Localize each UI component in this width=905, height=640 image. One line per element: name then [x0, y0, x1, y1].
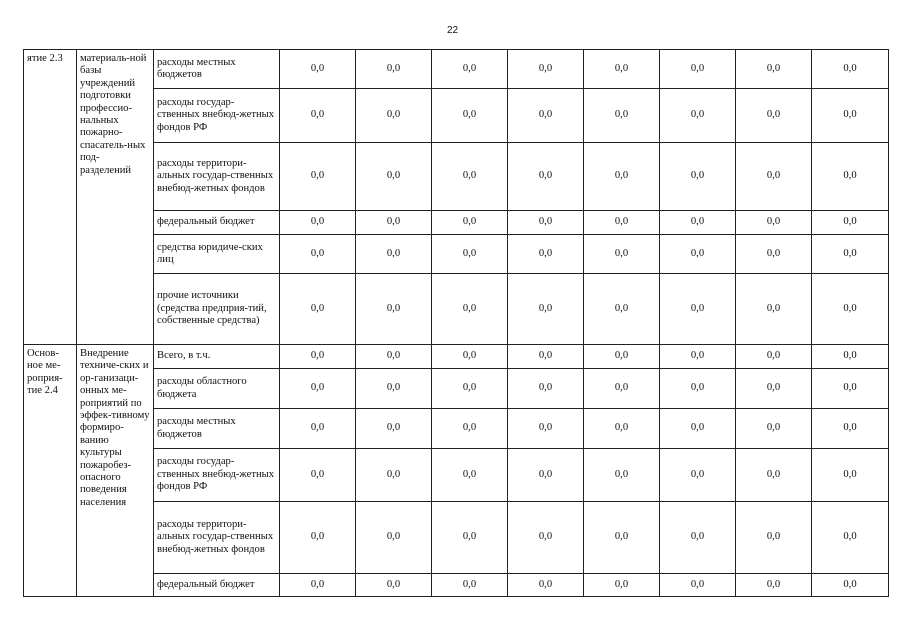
value-cell: 0,0 — [280, 211, 356, 235]
value-cell: 0,0 — [508, 274, 584, 345]
value-cell: 0,0 — [736, 345, 812, 369]
value-cell: 0,0 — [280, 50, 356, 89]
value-cell: 0,0 — [584, 89, 660, 143]
value-cell: 0,0 — [280, 502, 356, 574]
value-cell: 0,0 — [584, 235, 660, 274]
value-cell: 0,0 — [508, 235, 584, 274]
value-cell: 0,0 — [356, 574, 432, 597]
funding-source-cell: расходы территори-альных государ-ственных внебюд-жетных фондов — [154, 143, 280, 211]
value-cell: 0,0 — [432, 50, 508, 89]
table-row — [24, 274, 889, 345]
value-cell: 0,0 — [508, 502, 584, 574]
funding-source-cell: федеральный бюджет — [154, 211, 280, 235]
funding-source-cell: расходы государ-ственных внебюд-жетных фондов РФ — [154, 89, 280, 143]
value-cell: 0,0 — [660, 449, 736, 502]
funding-source-cell: Всего, в т.ч. — [154, 345, 280, 369]
value-cell: 0,0 — [584, 345, 660, 369]
table-row — [24, 449, 889, 502]
table-row — [24, 89, 889, 143]
value-cell: 0,0 — [812, 211, 889, 235]
value-cell: 0,0 — [584, 143, 660, 211]
funding-source-cell: федеральный бюджет — [154, 574, 280, 597]
value-cell: 0,0 — [660, 89, 736, 143]
value-cell: 0,0 — [584, 409, 660, 449]
value-cell: 0,0 — [812, 502, 889, 574]
funding-source-cell: расходы государ-ственных внебюд-жетных фондов РФ — [154, 449, 280, 502]
value-cell: 0,0 — [356, 235, 432, 274]
value-cell: 0,0 — [736, 89, 812, 143]
value-cell: 0,0 — [660, 502, 736, 574]
value-cell: 0,0 — [812, 274, 889, 345]
value-cell: 0,0 — [356, 409, 432, 449]
value-cell: 0,0 — [280, 449, 356, 502]
table-row — [24, 50, 889, 89]
value-cell: 0,0 — [660, 274, 736, 345]
value-cell: 0,0 — [432, 449, 508, 502]
value-cell: 0,0 — [584, 50, 660, 89]
funding-source-cell: расходы областного бюджета — [154, 369, 280, 409]
value-cell: 0,0 — [432, 274, 508, 345]
value-cell: 0,0 — [508, 211, 584, 235]
table-row — [24, 369, 889, 409]
value-cell: 0,0 — [584, 574, 660, 597]
value-cell: 0,0 — [356, 211, 432, 235]
value-cell: 0,0 — [356, 89, 432, 143]
value-cell: 0,0 — [432, 345, 508, 369]
value-cell: 0,0 — [280, 345, 356, 369]
value-cell: 0,0 — [356, 449, 432, 502]
value-cell: 0,0 — [812, 574, 889, 597]
value-cell: 0,0 — [508, 50, 584, 89]
value-cell: 0,0 — [736, 502, 812, 574]
value-cell: 0,0 — [736, 369, 812, 409]
table-row — [24, 143, 889, 211]
value-cell: 0,0 — [508, 409, 584, 449]
table-row — [24, 345, 889, 369]
value-cell: 0,0 — [356, 345, 432, 369]
value-cell: 0,0 — [432, 211, 508, 235]
value-cell: 0,0 — [508, 345, 584, 369]
value-cell: 0,0 — [280, 143, 356, 211]
value-cell: 0,0 — [812, 89, 889, 143]
funding-source-cell: средства юридиче-ских лиц — [154, 235, 280, 274]
funding-table — [23, 49, 889, 597]
table-body — [24, 50, 889, 597]
value-cell: 0,0 — [660, 211, 736, 235]
value-cell: 0,0 — [356, 502, 432, 574]
value-cell: 0,0 — [584, 274, 660, 345]
activity-id-cell: ятие 2.3 — [24, 50, 77, 345]
value-cell: 0,0 — [280, 235, 356, 274]
value-cell: 0,0 — [812, 409, 889, 449]
value-cell: 0,0 — [280, 369, 356, 409]
value-cell: 0,0 — [736, 449, 812, 502]
value-cell: 0,0 — [280, 274, 356, 345]
value-cell: 0,0 — [736, 574, 812, 597]
value-cell: 0,0 — [812, 235, 889, 274]
value-cell: 0,0 — [508, 89, 584, 143]
value-cell: 0,0 — [584, 449, 660, 502]
value-cell: 0,0 — [660, 369, 736, 409]
funding-source-cell: расходы территори-альных государ-ственных внебюд-жетных фондов — [154, 502, 280, 574]
value-cell: 0,0 — [812, 449, 889, 502]
value-cell: 0,0 — [356, 274, 432, 345]
value-cell: 0,0 — [660, 574, 736, 597]
funding-source-cell: прочие источники (средства предприя-тий, собственные средства) — [154, 274, 280, 345]
value-cell: 0,0 — [356, 50, 432, 89]
value-cell: 0,0 — [280, 409, 356, 449]
value-cell: 0,0 — [736, 50, 812, 89]
funding-source-cell: расходы местных бюджетов — [154, 50, 280, 89]
value-cell: 0,0 — [432, 574, 508, 597]
value-cell: 0,0 — [508, 574, 584, 597]
value-cell: 0,0 — [660, 409, 736, 449]
activity-id-cell: Основ-ное ме-роприя-тие 2.4 — [24, 345, 77, 597]
value-cell: 0,0 — [812, 345, 889, 369]
value-cell: 0,0 — [432, 235, 508, 274]
table-row — [24, 211, 889, 235]
value-cell: 0,0 — [736, 143, 812, 211]
value-cell: 0,0 — [660, 50, 736, 89]
value-cell: 0,0 — [356, 143, 432, 211]
activity-name-cell: материаль-ной базы учреждений подготовки профессио-нальных пожарно-спасатель-ных под-разделений — [77, 50, 154, 345]
value-cell: 0,0 — [812, 50, 889, 89]
funding-source-cell: расходы местных бюджетов — [154, 409, 280, 449]
value-cell: 0,0 — [432, 409, 508, 449]
table-row — [24, 502, 889, 574]
table-row — [24, 409, 889, 449]
table-row — [24, 574, 889, 597]
value-cell: 0,0 — [508, 369, 584, 409]
value-cell: 0,0 — [432, 502, 508, 574]
value-cell: 0,0 — [660, 345, 736, 369]
value-cell: 0,0 — [736, 211, 812, 235]
value-cell: 0,0 — [812, 143, 889, 211]
value-cell: 0,0 — [736, 409, 812, 449]
value-cell: 0,0 — [356, 369, 432, 409]
value-cell: 0,0 — [736, 235, 812, 274]
value-cell: 0,0 — [584, 211, 660, 235]
value-cell: 0,0 — [432, 143, 508, 211]
value-cell: 0,0 — [584, 502, 660, 574]
value-cell: 0,0 — [584, 369, 660, 409]
value-cell: 0,0 — [432, 89, 508, 143]
value-cell: 0,0 — [280, 574, 356, 597]
value-cell: 0,0 — [660, 235, 736, 274]
value-cell: 0,0 — [660, 143, 736, 211]
table-row — [24, 235, 889, 274]
value-cell: 0,0 — [508, 449, 584, 502]
value-cell: 0,0 — [508, 143, 584, 211]
activity-name-cell: Внедрение техниче-ских и ор-ганизаци-онных ме-роприятий по эффек-тивному формиро-ванию культуры пожаробез-опасного поведения населения — [77, 345, 154, 597]
page-number: 22 — [446, 25, 459, 36]
value-cell: 0,0 — [280, 89, 356, 143]
value-cell: 0,0 — [736, 274, 812, 345]
value-cell: 0,0 — [812, 369, 889, 409]
value-cell: 0,0 — [432, 369, 508, 409]
